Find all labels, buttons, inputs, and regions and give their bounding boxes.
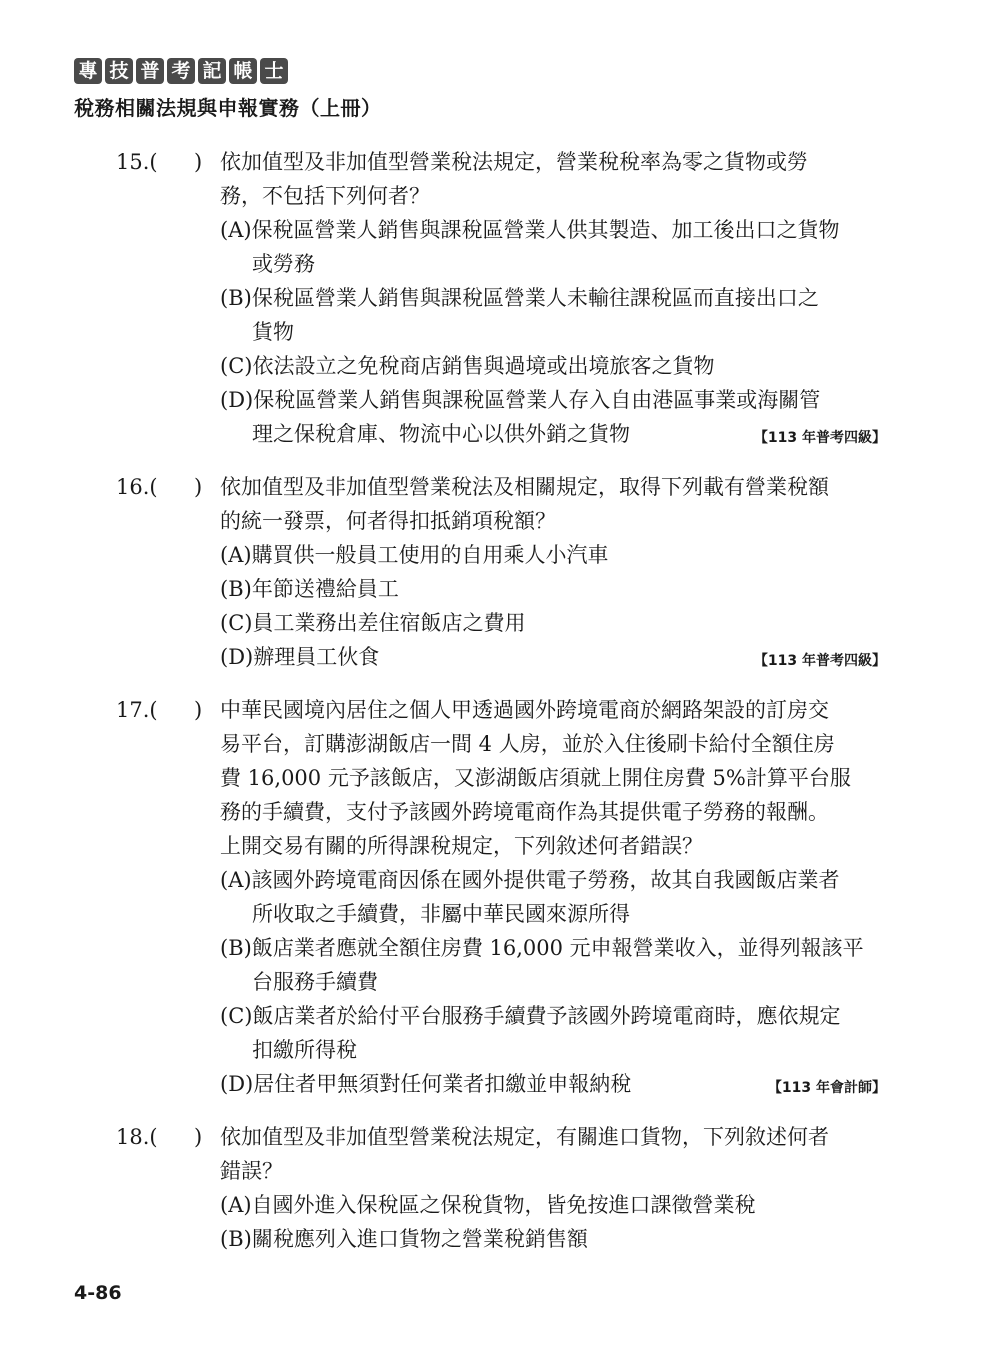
question-list xyxy=(116,145,886,1275)
series-badge xyxy=(74,58,382,84)
page-header xyxy=(74,58,382,121)
question-number: 18.( ) xyxy=(116,1125,203,1149)
question-16 xyxy=(116,470,886,674)
option-b: (B)年節送禮給員工 xyxy=(220,577,399,601)
option-c: (C)飯店業者於給付平台服務手續費予該國外跨境電商時，應依規定 扣繳所得稅 xyxy=(220,1004,841,1062)
question-number: 15.( ) xyxy=(116,150,203,174)
exam-source-tag: 【113 年普考四級】 xyxy=(753,430,886,446)
option-a: (A)該國外跨境電商因係在國外提供電子勞務，故其自我國飯店業者 所收取之手續費，非屬中華民國來源所得 xyxy=(220,868,840,926)
option-a: (A)自國外進入保稅區之保稅貨物，皆免按進口課徵營業稅 xyxy=(220,1193,756,1217)
series-char: 技 xyxy=(105,58,133,84)
question-stem: 依加值型及非加值型營業稅法規定，營業稅稅率為零之貨物或勞 務，不包括下列何者？ xyxy=(220,150,808,208)
question-17 xyxy=(116,693,886,1101)
option-d: (D)辦理員工伙食 xyxy=(220,645,380,669)
question-stem: 依加值型及非加值型營業稅法及相關規定，取得下列載有營業稅額 的統一發票，何者得扣抵銷項稅額？ xyxy=(220,475,829,533)
page-number: 4-86 xyxy=(74,1282,122,1304)
series-char: 專 xyxy=(74,58,102,84)
option-d: (D)保稅區營業人銷售與課稅區營業人存入自由港區事業或海關管 理之保稅倉庫、物流中心以供外銷之貨物 xyxy=(220,388,821,446)
book-title: 稅務相關法規與申報實務（上冊） xyxy=(74,96,382,120)
question-15 xyxy=(116,145,886,451)
option-b: (B)關稅應列入進口貨物之營業稅銷售額 xyxy=(220,1227,588,1251)
series-char: 帳 xyxy=(229,58,257,84)
question-18 xyxy=(116,1120,886,1256)
option-a: (A)購買供一般員工使用的自用乘人小汽車 xyxy=(220,543,609,567)
option-c: (C)員工業務出差住宿飯店之費用 xyxy=(220,611,526,635)
series-char: 考 xyxy=(167,58,195,84)
option-d: (D)居住者甲無須對任何業者扣繳並申報納稅 xyxy=(220,1072,632,1096)
option-a: (A)保稅區營業人銷售與課稅區營業人供其製造、加工後出口之貨物 或勞務 xyxy=(220,218,840,276)
exam-source-tag: 【113 年會計師】 xyxy=(767,1080,886,1096)
series-char: 記 xyxy=(198,58,226,84)
series-char: 普 xyxy=(136,58,164,84)
option-c: (C)依法設立之免稅商店銷售與過境或出境旅客之貨物 xyxy=(220,354,715,378)
option-b: (B)飯店業者應就全額住房費 16,000 元申報營業收入，並得列報該平 台服務手續費 xyxy=(220,936,864,994)
option-b: (B)保稅區營業人銷售與課稅區營業人未輸往課稅區而直接出口之 貨物 xyxy=(220,286,819,344)
question-stem: 依加值型及非加值型營業稅法規定，有關進口貨物，下列敘述何者 錯誤？ xyxy=(220,1125,829,1183)
series-char: 士 xyxy=(260,58,288,84)
exam-source-tag: 【113 年普考四級】 xyxy=(753,653,886,669)
question-number: 16.( ) xyxy=(116,475,203,499)
question-number: 17.( ) xyxy=(116,698,203,722)
question-stem: 中華民國境內居住之個人甲透過國外跨境電商於網路架設的訂房交 易平台，訂購澎湖飯店一間 4 人房，並於入住後刷卡給付全額住房 費 16,000 元予該飯店，又澎湖飯店須就上開住房費 5%計算平台服 務的手續費，支付予該國外跨境電商作為其提供電子勞務的報酬。 上開交易有關的所得課稅規定，下列敘述何者錯誤？ xyxy=(220,698,851,858)
